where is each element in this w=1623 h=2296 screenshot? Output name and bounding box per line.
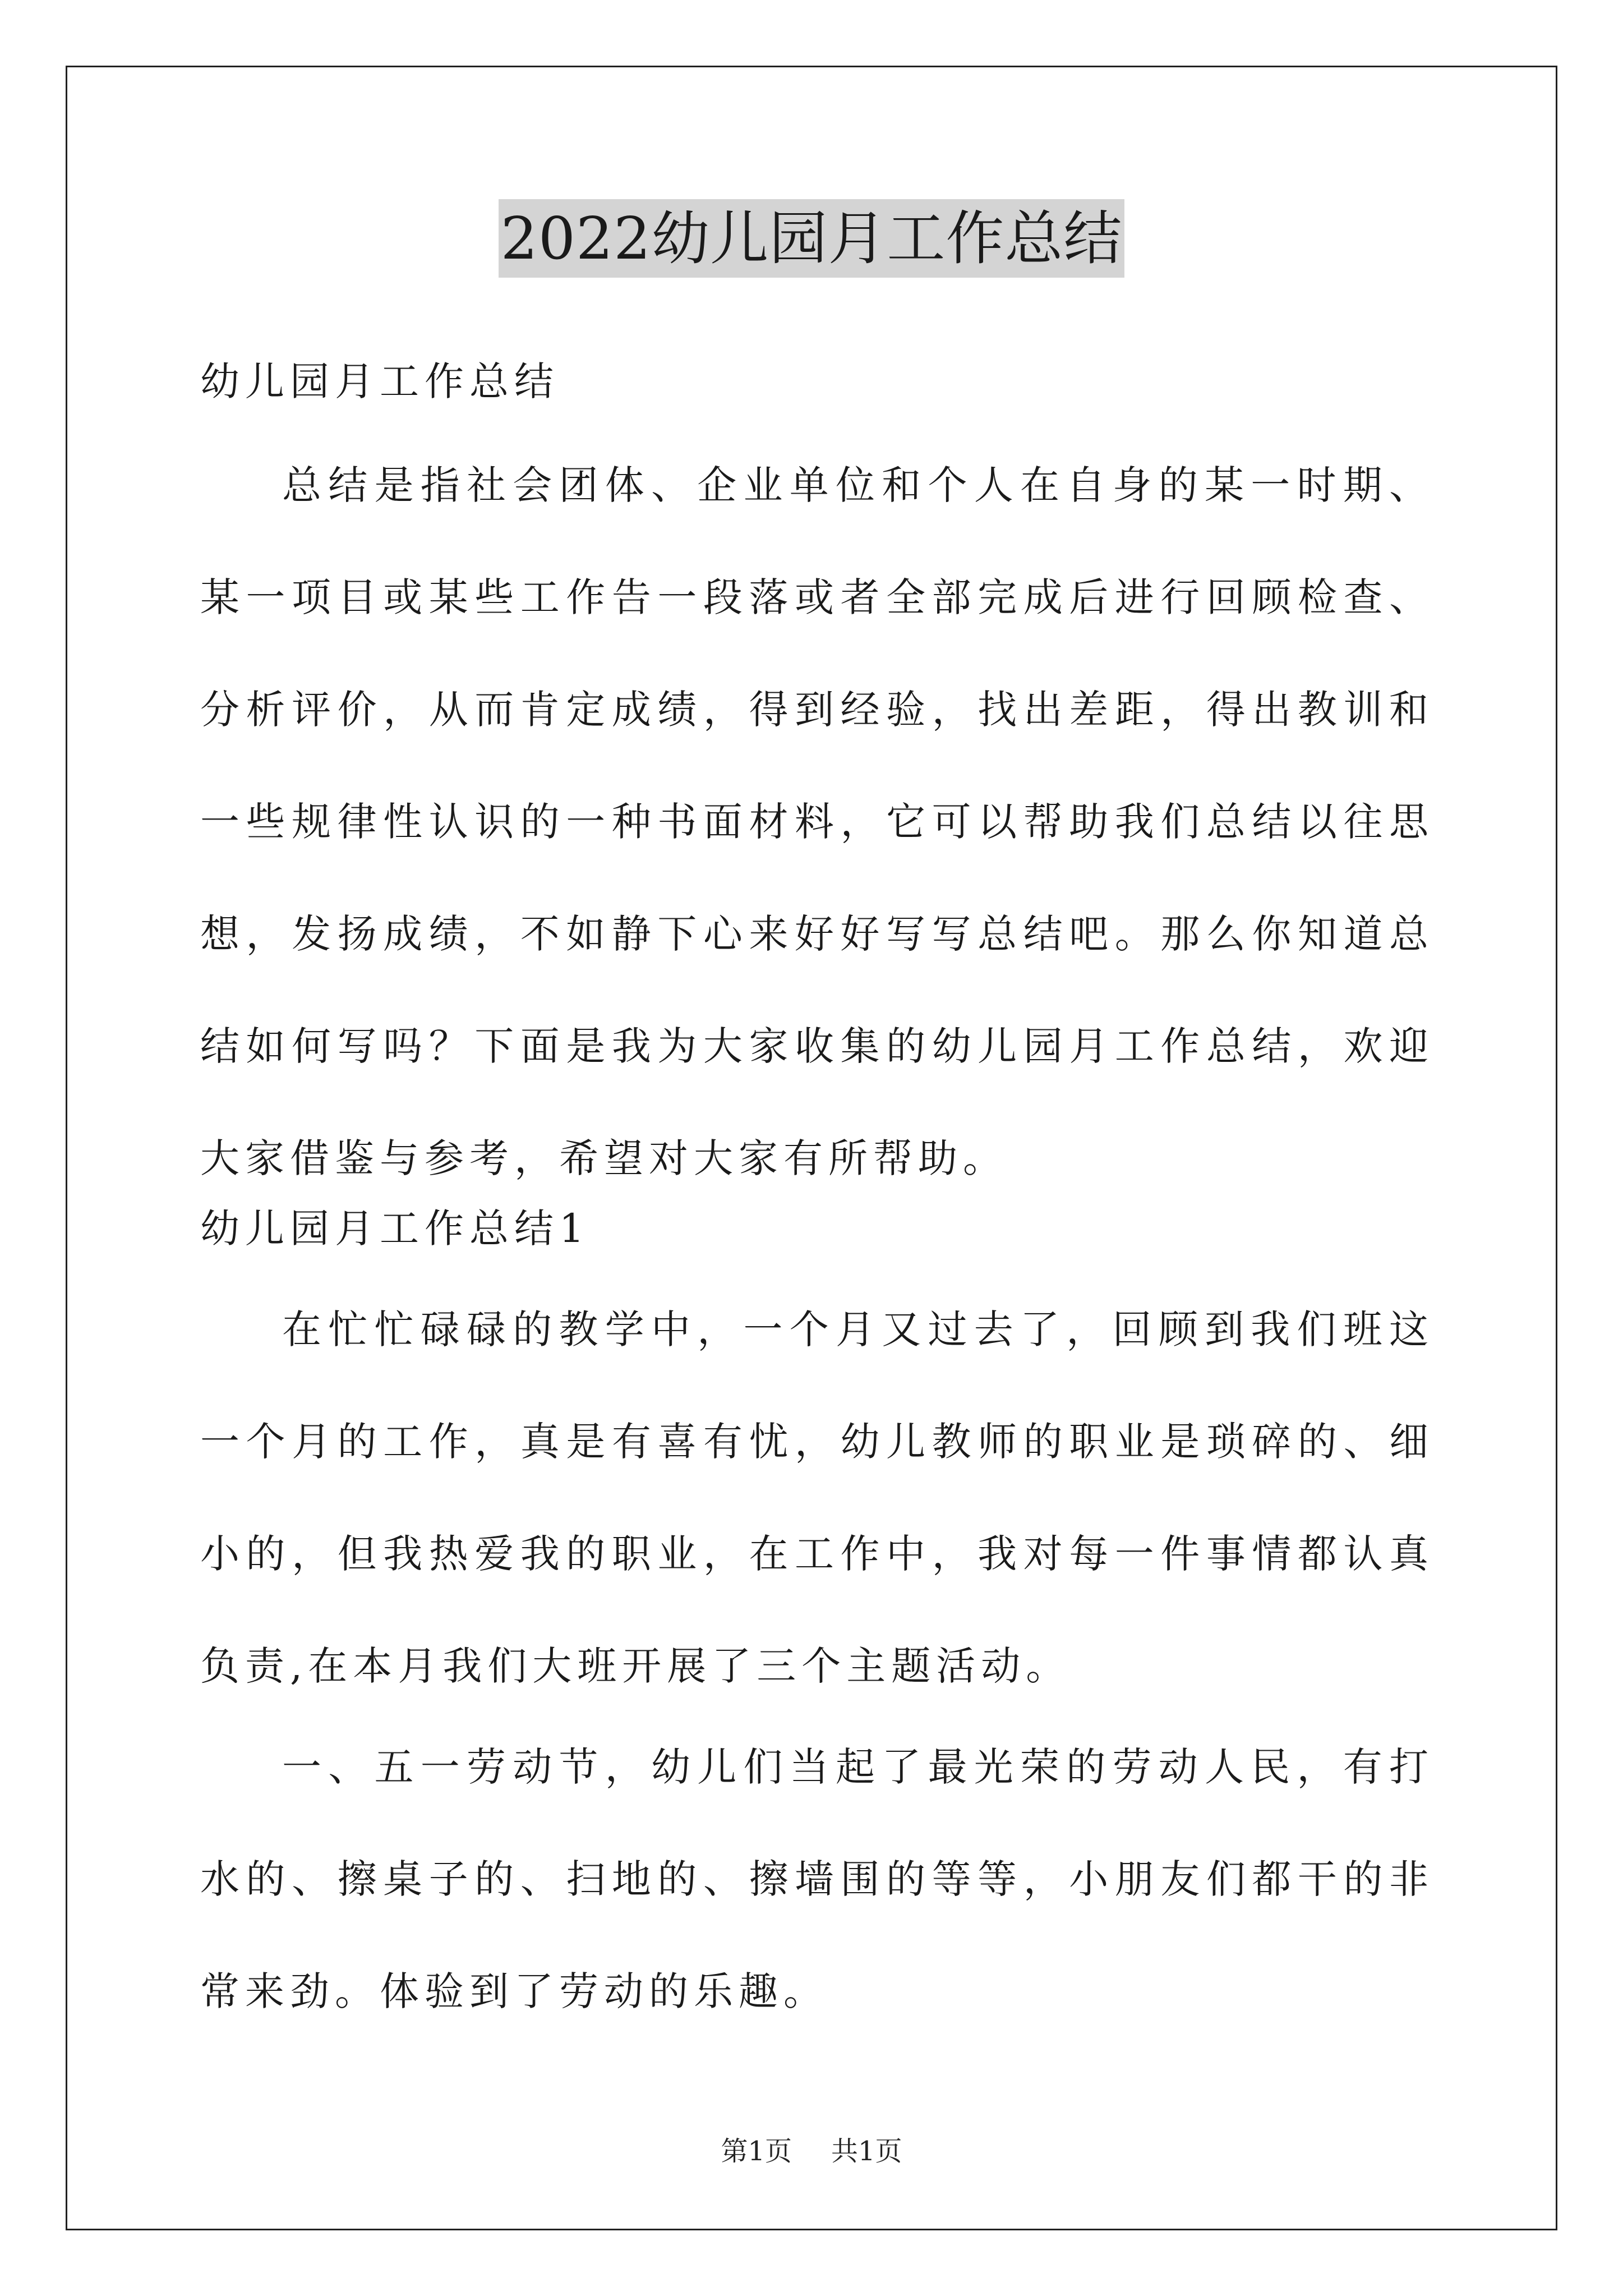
page-number-total: 共1页 [831, 2136, 902, 2167]
section-heading-intro: 幼儿园月工作总结 [200, 358, 559, 404]
section-1-paragraph-1: 在忙忙碌碌的教学中，一个月又过去了，回顾到我们班这一个月的工作，真是有喜有忧，幼儿教师的职业是琐碎的、细小的，但我热爱我的职业，在工作中，我对每一件事情都认真负责,在本月我们大班开展了三个主题活动。 [200, 1306, 1434, 1689]
title-container [0, 199, 1623, 278]
page-footer [0, 2134, 1623, 2168]
section-heading-1: 幼儿园月工作总结1 [200, 1205, 590, 1251]
page-number-current: 第1页 [721, 2136, 792, 2167]
document-title: 2022幼儿园月工作总结 [499, 199, 1125, 278]
section-1-paragraph-2: 一、五一劳动节，幼儿们当起了最光荣的劳动人民，有打水的、擦桌子的、扫地的、擦墙围的等等，小朋友们都干的非常来劲。体验到了劳动的乐趣。 [200, 1744, 1434, 2014]
intro-paragraph: 总结是指社会团体、企业单位和个人在自身的某一时期、某一项目或某些工作告一段落或者全部完成后进行回顾检查、分析评价，从而肯定成绩，得到经验，找出差距，得出教训和一些规律性认识的一种书面材料，它可以帮助我们总结以往思想，发扬成绩，不如静下心来好好写写总结吧。那么你知道总结如何写吗？下面是我为大家收集的幼儿园月工作总结，欢迎大家借鉴与参考，希望对大家有所帮助。 [200, 462, 1434, 1181]
